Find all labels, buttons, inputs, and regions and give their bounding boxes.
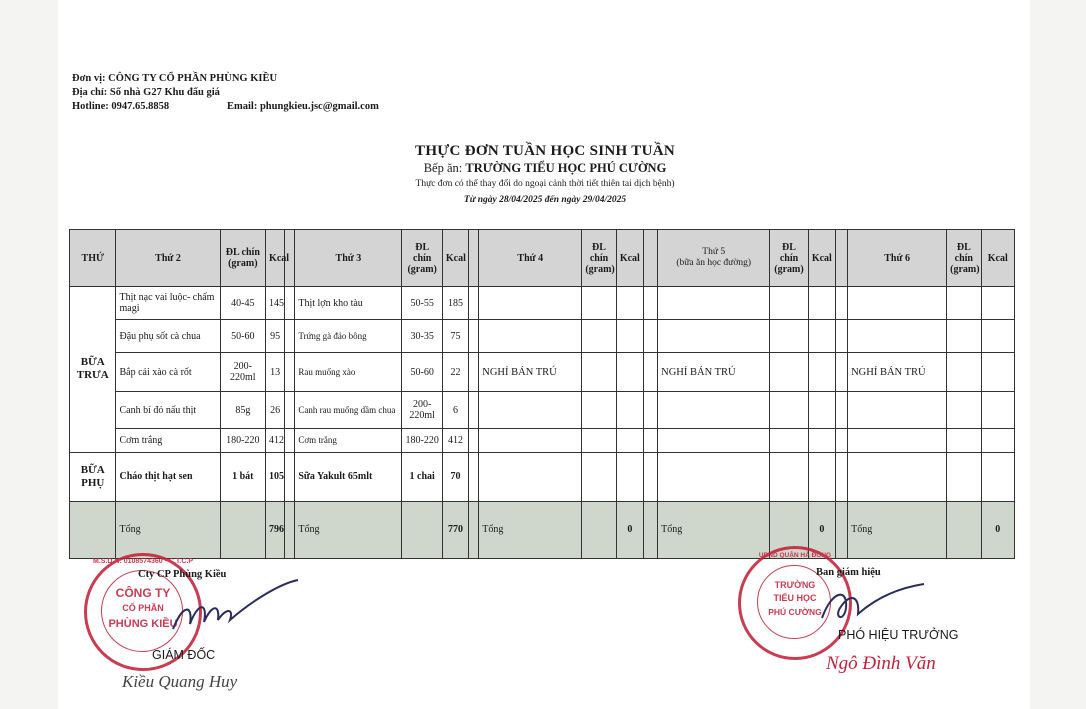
gap-cell [835, 353, 847, 392]
header-thu5-label: Thứ 5 [702, 247, 726, 257]
gap-cell [285, 392, 295, 429]
mon-total-label: Tổng [116, 501, 220, 558]
tue-dl: 50-60 [402, 353, 442, 392]
wed-dl [582, 452, 616, 501]
mon-kcal: 13 [266, 353, 285, 392]
wed-total-label: Tổng [479, 501, 582, 558]
mon-dish: Đậu phụ sốt cà chua [116, 320, 220, 353]
header-thu4: Thứ 4 [479, 230, 582, 287]
kitchen-line [300, 161, 790, 176]
header-thu3: Thứ 3 [295, 230, 402, 287]
mon-dish: Canh bí đỏ nấu thịt [116, 392, 220, 429]
gap-cell [835, 501, 847, 558]
header-kcal5: Kcal [808, 230, 835, 287]
header-thu: THỨ [70, 230, 116, 287]
header-dl2: ĐL chín (gram) [220, 230, 265, 287]
wed-dl [582, 320, 616, 353]
tue-total-label: Tổng [295, 501, 402, 558]
header-dl3: ĐL chín (gram) [402, 230, 442, 287]
gap-cell [643, 353, 657, 392]
wed-dl [582, 353, 616, 392]
mon-kcal: 26 [266, 392, 285, 429]
gap-cell [835, 452, 847, 501]
gap-cell [643, 429, 657, 452]
thu-dl [770, 320, 808, 353]
gap-cell [469, 501, 479, 558]
header-dl5: ĐL chín (gram) [770, 230, 808, 287]
weekly-menu-table [69, 229, 1015, 559]
total-row [70, 501, 1015, 558]
seal-line1: TRƯỜNG [774, 580, 816, 590]
header-kcal4: Kcal [616, 230, 643, 287]
gap-cell [285, 429, 295, 452]
wed-off-label: NGHỈ BÁN TRÚ [479, 353, 582, 392]
wed-dish [479, 429, 582, 452]
thu-kcal [808, 320, 835, 353]
wed-dish [479, 287, 582, 320]
thu-kcal [808, 353, 835, 392]
header-thu5-sub: (bữa ăn học đường) [676, 258, 752, 268]
thu-total-label: Tổng [658, 501, 770, 558]
mon-dish: Cháo thịt hạt sen [116, 452, 220, 501]
tue-dl: 50-55 [402, 287, 442, 320]
fri-dl [947, 287, 981, 320]
fri-dish [848, 287, 947, 320]
thu-kcal [808, 429, 835, 452]
wed-dish [479, 452, 582, 501]
wed-total-dl [582, 501, 616, 558]
header-gap [643, 230, 657, 287]
header-dl6: ĐL chín (gram) [947, 230, 981, 287]
wed-dish [479, 392, 582, 429]
gap-cell [285, 501, 295, 558]
wed-total-kcal: 0 [616, 501, 643, 558]
seal-line2: CỔ PHẦN [122, 603, 164, 613]
tue-kcal: 70 [442, 452, 468, 501]
mon-kcal: 412 [266, 429, 285, 452]
mon-kcal: 145 [266, 287, 285, 320]
seal-line3: PHÚ CƯỜNG [768, 607, 822, 617]
thu-off-label: NGHỈ BÁN TRÚ [658, 353, 770, 392]
date-range: Từ ngày 28/04/2025 đến ngày 29/04/2025 [463, 195, 627, 205]
fri-dish [848, 392, 947, 429]
tue-kcal: 75 [442, 320, 468, 353]
wed-kcal [616, 287, 643, 320]
thu-dl [770, 452, 808, 501]
fri-kcal [981, 452, 1015, 501]
gap-cell [285, 287, 295, 320]
fri-dl [947, 392, 981, 429]
gap-cell [835, 392, 847, 429]
tue-kcal: 412 [442, 429, 468, 452]
gap-cell [469, 287, 479, 320]
table-row [70, 320, 1015, 353]
thu-dl [770, 353, 808, 392]
thu-dish [658, 429, 770, 452]
wed-kcal [616, 452, 643, 501]
fri-dl [947, 320, 981, 353]
gap-cell [469, 452, 479, 501]
gap-cell [469, 320, 479, 353]
tue-dish: Trứng gà đảo bông [295, 320, 402, 353]
gap-cell [835, 287, 847, 320]
mon-dish: Bắp cải xào cà rốt [116, 353, 220, 392]
gap-cell [643, 287, 657, 320]
header-thu5 [658, 230, 770, 287]
mon-dl: 1 bát [220, 452, 265, 501]
header-thu6: Thứ 6 [848, 230, 947, 287]
gap-cell [285, 320, 295, 353]
fri-dish [848, 320, 947, 353]
header-thu2: Thứ 2 [116, 230, 220, 287]
tue-dish: Rau muống xào [295, 353, 402, 392]
thu-kcal [808, 452, 835, 501]
thu-kcal [808, 287, 835, 320]
gap-cell [643, 392, 657, 429]
mon-dl: 200-220ml [220, 353, 265, 392]
fri-dl [947, 429, 981, 452]
seal-line2: TIỂU HỌC [773, 593, 817, 603]
thu-dl [770, 287, 808, 320]
mon-kcal: 105 [266, 452, 285, 501]
fri-total-label: Tổng [848, 501, 947, 558]
tue-total-kcal: 770 [442, 501, 468, 558]
tue-kcal: 22 [442, 353, 468, 392]
mon-kcal: 95 [266, 320, 285, 353]
mon-total-kcal: 796 [266, 501, 285, 558]
wed-kcal [616, 429, 643, 452]
company-address: Địa chỉ: Số nhà G27 Khu đấu giá [72, 87, 220, 98]
fri-total-kcal: 0 [981, 501, 1015, 558]
fri-off-label: NGHỈ BÁN TRÚ [848, 353, 947, 392]
tue-dish: Sữa Yakult 65mlt [295, 452, 402, 501]
fri-dish [848, 429, 947, 452]
thu-dish [658, 452, 770, 501]
seal-ring-text: M.S.D.N: 0108574360 · C.T.C.P [93, 558, 193, 565]
tue-dish: Cơm trắng [295, 429, 402, 452]
tue-dl: 200-220ml [402, 392, 442, 429]
gap-cell [285, 452, 295, 501]
gap-cell [285, 353, 295, 392]
meal-lunch-label: BỮA TRƯA [70, 287, 116, 453]
mon-dish: Thịt nạc vai luộc- chấm magi [116, 287, 220, 320]
wed-dish [479, 320, 582, 353]
mon-dish: Cơm trắng [116, 429, 220, 452]
table-row [70, 287, 1015, 320]
seal-line1: CÔNG TY [115, 586, 171, 600]
right-signer-org: Ban giám hiệu [816, 567, 881, 578]
header-kcal2: Kcal [266, 230, 285, 287]
tue-dish: Thịt lợn kho tàu [295, 287, 402, 320]
gap-cell [643, 452, 657, 501]
fri-dl [947, 452, 981, 501]
table-row [70, 392, 1015, 429]
left-signer-role: GIÁM ĐỐC [152, 648, 216, 662]
gap-cell [835, 320, 847, 353]
fri-kcal [981, 392, 1015, 429]
header-kcal6: Kcal [981, 230, 1015, 287]
mon-dl: 40-45 [220, 287, 265, 320]
seal-line3: PHÙNG KIỀU [108, 618, 178, 630]
thu-dish [658, 320, 770, 353]
fri-dl [947, 353, 981, 392]
tue-dl: 180-220 [402, 429, 442, 452]
mon-dl: 50-60 [220, 320, 265, 353]
kitchen-prefix: Bếp ăn: [423, 161, 466, 175]
tue-dl: 1 chai [402, 452, 442, 501]
mon-dl: 85g [220, 392, 265, 429]
fri-kcal [981, 429, 1015, 452]
right-signature-icon [818, 578, 928, 628]
table-row [70, 429, 1015, 452]
company-info [72, 72, 379, 114]
wed-dl [582, 392, 616, 429]
fri-total-dl [947, 501, 981, 558]
menu-title: THỰC ĐƠN TUẦN HỌC SINH TUẦN [415, 143, 675, 159]
thu-dish [658, 392, 770, 429]
kitchen-name: TRƯỜNG TIỂU HỌC PHÚ CƯỜNG [465, 161, 667, 175]
header-dl4: ĐL chín (gram) [582, 230, 616, 287]
table-row [70, 353, 1015, 392]
company-hotline: Hotline: 0947.65.8858 [72, 101, 170, 112]
tue-dl: 30-35 [402, 320, 442, 353]
tue-total-dl [402, 501, 442, 558]
gap-cell [469, 353, 479, 392]
wed-kcal [616, 320, 643, 353]
total-blank [70, 501, 116, 558]
header-gap [835, 230, 847, 287]
left-signer-org: Cty CP Phùng Kiều [138, 569, 227, 580]
wed-dl [582, 287, 616, 320]
fri-kcal [981, 353, 1015, 392]
thu-dl [770, 392, 808, 429]
thu-dl [770, 429, 808, 452]
fri-kcal [981, 320, 1015, 353]
gap-cell [643, 320, 657, 353]
seal-ring-text: UBND QUẬN HÀ ĐÔNG [758, 552, 832, 559]
wed-dl [582, 429, 616, 452]
table-header-row [70, 230, 1015, 287]
mon-dl: 180-220 [220, 429, 265, 452]
company-unit: Đơn vị: CÔNG TY CỔ PHẦN PHÙNG KIỀU [72, 73, 278, 84]
gap-cell [469, 392, 479, 429]
left-signer-name: Kiều Quang Huy [122, 672, 238, 691]
fri-dish [848, 452, 947, 501]
tue-dish: Canh rau muống dầm chua [295, 392, 402, 429]
thu-dish [658, 287, 770, 320]
right-signer-name: Ngô Đình Văn [826, 653, 936, 674]
thu-total-kcal: 0 [808, 501, 835, 558]
table-row [70, 452, 1015, 501]
menu-title-block [300, 143, 790, 205]
left-signature-icon [168, 574, 303, 644]
header-kcal3: Kcal [442, 230, 468, 287]
thu-kcal [808, 392, 835, 429]
gap-cell [643, 501, 657, 558]
gap-cell [469, 429, 479, 452]
meal-snack-label: BỮA PHỤ [70, 452, 116, 501]
tue-kcal: 6 [442, 392, 468, 429]
gap-cell [835, 429, 847, 452]
company-email: Email: phungkieu.jsc@gmail.com [227, 101, 379, 112]
wed-kcal [616, 353, 643, 392]
right-signer-role: PHÓ HIỆU TRƯỞNG [838, 628, 959, 642]
header-gap [469, 230, 479, 287]
fri-kcal [981, 287, 1015, 320]
wed-kcal [616, 392, 643, 429]
menu-note: Thực đơn có thể thay đổi do ngoại cảnh thời tiết thiên tai dịch bệnh) [415, 179, 675, 189]
tue-kcal: 185 [442, 287, 468, 320]
mon-total-dl [220, 501, 265, 558]
